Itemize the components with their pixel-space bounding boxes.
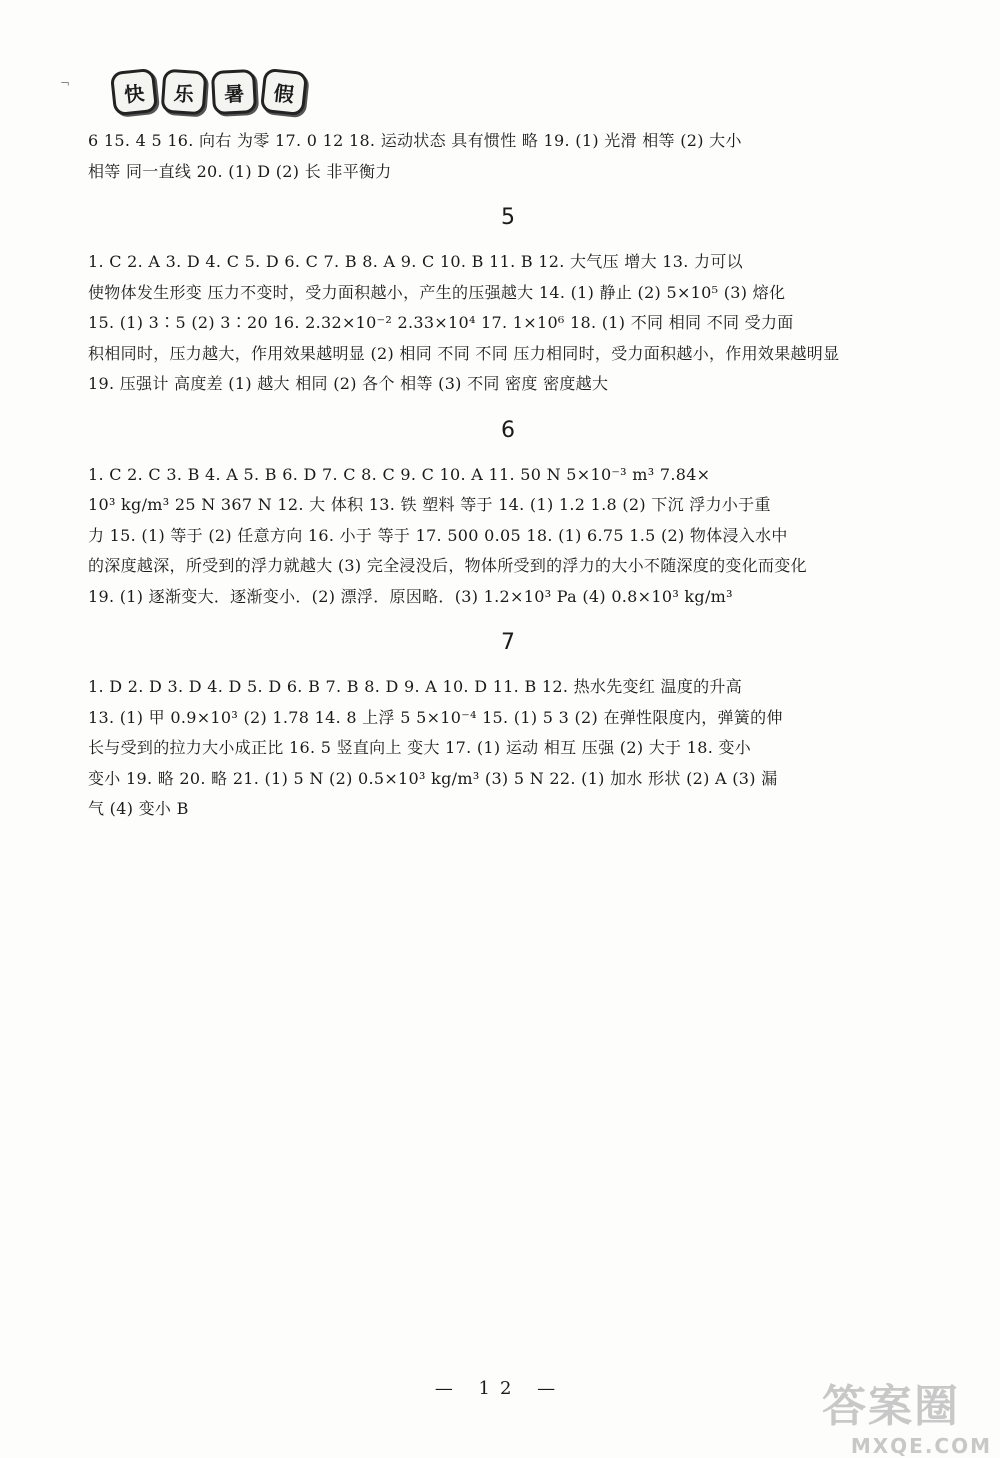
answer-line: 气 (4) 变小 B bbox=[88, 799, 189, 818]
section-heading: 6 bbox=[501, 417, 515, 443]
corner-mark: ¬ bbox=[60, 76, 71, 90]
answer-line: 1. C 2. A 3. D 4. C 5. D 6. C 7. B 8. A 9. C 10. B 11. B 12. 大气压 增大 13. 力可以 bbox=[88, 252, 743, 271]
section-answers bbox=[88, 672, 928, 825]
logo-seal: 暑 bbox=[211, 69, 257, 115]
intro-paragraph bbox=[88, 126, 928, 187]
answer-line: 1. C 2. C 3. B 4. A 5. B 6. D 7. C 8. C 9. C 10. A 11. 50 N 5×10⁻³ m³ 7.84× bbox=[88, 464, 711, 484]
answer-line: 变小 19. 略 20. 略 21. (1) 5 N (2) 0.5×10³ kg/m³ (3) 5 N 22. (1) 加水 形状 (2) A (3) 漏 bbox=[88, 768, 778, 788]
watermark-logo bbox=[822, 1370, 992, 1458]
logo-seal: 乐 bbox=[161, 69, 208, 116]
watermark-chars: 答案圈 bbox=[822, 1381, 960, 1432]
answer-line: 10³ kg/m³ 25 N 367 N 12. 大 体积 13. 铁 塑料 等于 14. (1) 1.2 1.8 (2) 下沉 浮力小于重 bbox=[88, 495, 771, 514]
answer-line: 的深度越深，所受到的浮力就越大 (3) 完全浸没后，物体所受到的浮力的大小不随深度的变化而变化 bbox=[88, 556, 807, 575]
header-logo bbox=[112, 68, 306, 116]
answer-line: 1. D 2. D 3. D 4. D 5. D 6. B 7. B 8. D 9. A 10. D 11. B 12. 热水先变红 温度的升高 bbox=[88, 677, 743, 696]
answer-line: 长与受到的拉力大小成正比 16. 5 竖直向上 变大 17. (1) 运动 相互 压强 (2) 大于 18. 变小 bbox=[88, 738, 752, 757]
logo-seal: 假 bbox=[260, 68, 308, 116]
answer-line: 积相同时，压力越大，作用效果越明显 (2) 相同 不同 不同 压力相同时，受力面积越小，作用效果越明显 bbox=[88, 343, 840, 363]
answer-line: 13. (1) 甲 0.9×10³ (2) 1.78 14. 8 上浮 5 5×10⁻⁴ 15. (1) 5 3 (2) 在弹性限度内，弹簧的伸 bbox=[88, 707, 783, 727]
answer-line: 相等 同一直线 20. (1) D (2) 长 非平衡力 bbox=[88, 161, 392, 181]
answer-line: 6 15. 4 5 16. 向右 为零 17. 0 12 18. 运动状态 具有惯性 略 19. (1) 光滑 相等 (2) 大小 bbox=[88, 131, 742, 150]
answer-line: 使物体发生形变 压力不变时，受力面积越小，产生的压强越大 14. (1) 静止 (2) 5×10⁵ (3) 熔化 bbox=[88, 282, 786, 302]
section-heading: 7 bbox=[501, 630, 515, 655]
section-answers bbox=[88, 247, 928, 400]
watermark-url: MXQE.COM bbox=[850, 1434, 992, 1458]
page-number: — 12 — bbox=[434, 1378, 566, 1399]
answer-line: 19. 压强计 高度差 (1) 越大 相同 (2) 各个 相等 (3) 不同 密度 密度越大 bbox=[88, 374, 609, 393]
section-heading: 5 bbox=[501, 205, 515, 230]
answer-content bbox=[88, 126, 928, 825]
answer-line: 15. (1) 3∶5 (2) 3∶20 16. 2.32×10⁻² 2.33×10⁴ 17. 1×10⁶ 18. (1) 不同 相同 不同 受力面 bbox=[88, 313, 794, 332]
section-answers bbox=[88, 460, 928, 613]
answer-line: 19. (1) 逐渐变大．逐渐变小．(2) 漂浮．原因略．(3) 1.2×10³ Pa (4) 0.8×10³ kg/m³ bbox=[88, 586, 733, 606]
answer-line: 力 15. (1) 等于 (2) 任意方向 16. 小于 等于 17. 500 0.05 18. (1) 6.75 1.5 (2) 物体浸入水中 bbox=[88, 525, 788, 545]
logo-seal: 快 bbox=[110, 68, 158, 116]
